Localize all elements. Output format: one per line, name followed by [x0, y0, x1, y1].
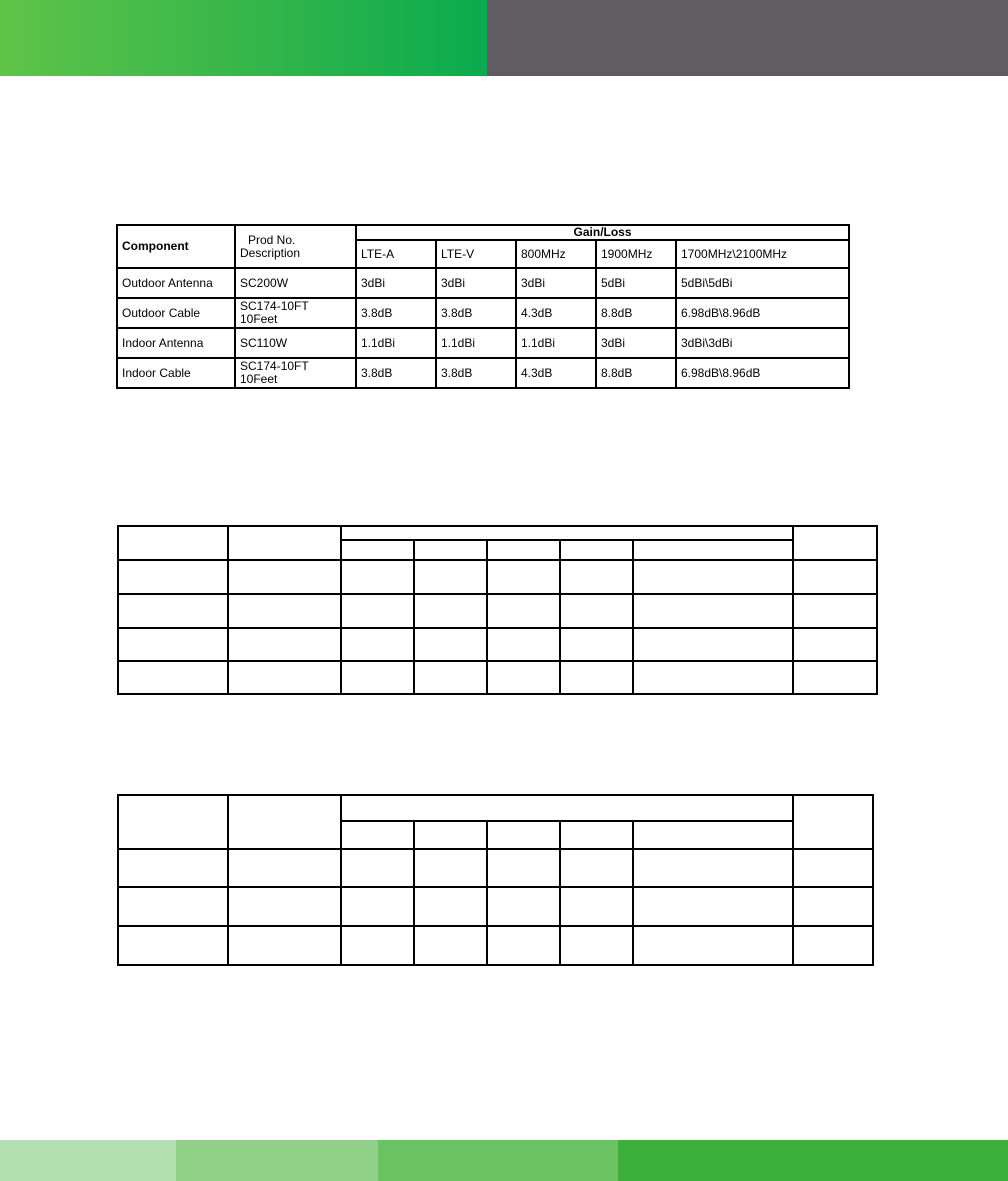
value-cell: 3.8dB: [356, 358, 436, 388]
empty-cell: [487, 540, 560, 560]
header-green-bar: [0, 0, 487, 76]
table-row: [118, 849, 873, 887]
value-cell: 3.8dB: [436, 358, 516, 388]
empty-cell: [414, 540, 487, 560]
empty-cell: [118, 795, 228, 849]
prod-line1: SC200W: [240, 275, 289, 290]
empty-cell: [118, 526, 228, 560]
empty-cell: [560, 821, 633, 849]
empty-cell: [793, 795, 873, 849]
table-row: [117, 358, 849, 388]
empty-cell: [487, 821, 560, 849]
gain-loss-table: [116, 224, 850, 389]
empty-cell: [341, 540, 414, 560]
prod-cell: [235, 358, 356, 388]
band-header: 800MHz: [516, 240, 596, 268]
value-cell: 4.3dB: [516, 358, 596, 388]
value-cell: 8.8dB: [596, 298, 676, 328]
prod-line1: SC110W: [240, 335, 288, 350]
empty-cell: [633, 821, 793, 849]
value-cell: 4.3dB: [516, 298, 596, 328]
prod-cell: [235, 328, 356, 358]
table-row: [117, 268, 849, 298]
table-row: [118, 560, 877, 594]
value-cell: 3.8dB: [436, 298, 516, 328]
table-row: [118, 661, 877, 694]
table-row: [117, 328, 849, 358]
empty-cell: [228, 795, 341, 849]
empty-cell: [228, 526, 341, 560]
prod-cell: [235, 268, 356, 298]
table-row: [117, 298, 849, 328]
prod-line1: SC174-10FT: [240, 359, 309, 373]
empty-cell: [560, 540, 633, 560]
header-prod-no: [235, 225, 356, 268]
header-prod-line1: Prod No.: [248, 232, 296, 247]
value-cell: 3.8dB: [356, 298, 436, 328]
footer-band-4: [618, 1140, 1008, 1181]
component-cell: Indoor Antenna: [117, 328, 235, 358]
value-cell: 6.98dB\8.96dB: [676, 298, 849, 328]
header-prod-line2: Description: [240, 245, 301, 260]
value-cell: 6.98dB\8.96dB: [676, 358, 849, 388]
band-header: 1900MHz: [596, 240, 676, 268]
value-cell: 1.1dBi: [356, 328, 436, 358]
footer-band-3: [378, 1140, 618, 1181]
footer-band-1: [0, 1140, 176, 1181]
table-row: [118, 887, 873, 926]
component-cell: Indoor Cable: [117, 358, 235, 388]
value-cell: 1.1dBi: [516, 328, 596, 358]
value-cell: 3dBi: [436, 268, 516, 298]
component-cell: Outdoor Antenna: [117, 268, 235, 298]
empty-cell: [341, 821, 414, 849]
empty-cell: [793, 526, 877, 560]
table-row: [118, 628, 877, 661]
value-cell: 8.8dB: [596, 358, 676, 388]
band-header: 1700MHz\2100MHz: [676, 240, 849, 268]
band-header: LTE-V: [436, 240, 516, 268]
value-cell: 3dBi: [516, 268, 596, 298]
empty-table-2: [117, 525, 878, 695]
prod-line1: SC174-10FT: [240, 299, 309, 313]
value-cell: 1.1dBi: [436, 328, 516, 358]
empty-cell: [633, 540, 793, 560]
value-cell: 3dBi\3dBi: [676, 328, 849, 358]
value-cell: 5dBi: [596, 268, 676, 298]
header-gain-loss: Gain/Loss: [356, 225, 849, 240]
prod-line2: 10Feet: [240, 372, 278, 386]
component-cell: Outdoor Cable: [117, 298, 235, 328]
value-cell: 3dBi: [356, 268, 436, 298]
value-cell: 5dBi\5dBi: [676, 268, 849, 298]
empty-cell: [341, 526, 793, 540]
header-gray-bar: [487, 0, 1008, 76]
header-component: Component: [117, 225, 235, 268]
prod-line2: 10Feet: [240, 312, 278, 326]
table-row: [118, 926, 873, 965]
empty-cell: [414, 821, 487, 849]
table-row: [118, 594, 877, 628]
band-header: LTE-A: [356, 240, 436, 268]
empty-table-3: [117, 794, 874, 966]
footer-band-2: [176, 1140, 378, 1181]
prod-cell: [235, 298, 356, 328]
value-cell: 3dBi: [596, 328, 676, 358]
empty-cell: [341, 795, 793, 821]
